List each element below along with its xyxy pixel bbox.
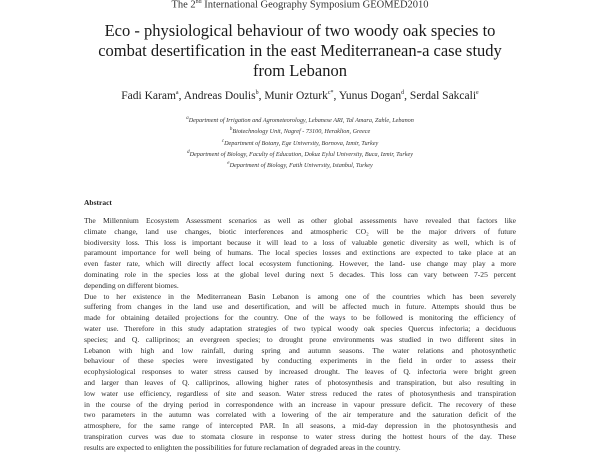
affiliation <box>0 137 600 148</box>
abstract-line: transpiration curves was due to stomata closure in response to water stress during the hottest hours of the day. These <box>84 431 516 441</box>
author-affiliation-mark: c* <box>327 90 334 97</box>
affiliation <box>0 125 600 136</box>
abstract-line: ecophysiological responses to water stress caused by increased drought. The leaves of Q. infectoria were bright green <box>84 367 516 377</box>
abstract-body <box>84 216 516 454</box>
abstract-line: made for obtaining detailed projections for the country. One of the ways to be followed is monitoring the efficiency of <box>84 313 516 323</box>
abstract-line: in the course of the drying period in correspondence with an increase in vapour pressure deficit. The recovery of these <box>84 399 516 409</box>
title-line: combat desertification in the east Mediterranean-a case study <box>98 41 502 60</box>
affiliation-text: Department of Botany, Ege University, Bornova, Izmir, Turkey <box>224 139 379 147</box>
affiliation-mark: e <box>227 160 230 167</box>
author-affiliation-mark: b <box>255 90 259 97</box>
affiliation-text: Department of Biology, Fatih University, Istanbul, Turkey <box>229 162 373 170</box>
affiliation-mark: c <box>221 137 225 144</box>
abstract-line: paramount importance for well being of humans. The local species losses and extinctions are expected to take place at an <box>84 248 516 258</box>
paper-title <box>60 21 540 81</box>
affiliation-mark: a <box>186 115 189 121</box>
affiliation <box>0 114 600 125</box>
affiliation-mark: b <box>229 126 233 133</box>
author-list <box>0 90 600 102</box>
title-line: from Lebanon <box>253 61 347 80</box>
conference-name: International Geography Symposium GEOMED2010 <box>201 0 429 11</box>
conference-prefix: The 2 <box>171 0 196 11</box>
author-name: Fadi Karam <box>121 90 176 102</box>
affiliation-text: Department of Biology, Faculty of Education, Dokuz Eylul University, Buca, Izmir, Turkey <box>189 151 413 159</box>
author-affiliation-mark: d <box>401 90 405 97</box>
abstract-heading: Abstract <box>84 198 112 207</box>
abstract-line: and larger than leaves of Q. calliprinos, allowing higher rates of photosynthesis and transpiration, but also resulting in <box>84 377 516 387</box>
affiliation-text: Biotechnology Unit, Nagref - 73100, Heraklion, Greece <box>232 128 371 136</box>
abstract-line: results are expected to enlighten the possibilities for future reclamation of degraded areas in the country. <box>84 442 401 452</box>
author-separator: , <box>404 90 410 102</box>
author-affiliation-mark: a <box>175 90 179 97</box>
author-name: Serdal Sakcali <box>409 90 477 102</box>
affiliation-text: Department of Irrigation and Agrometeorology, Lebanese ARI, Tal Amara, Zahle, Lebanon <box>188 117 414 125</box>
abstract-line: climate change, land use changes, biotic interferences and atmospheric CO₂ will be the major drivers of future <box>84 226 516 236</box>
title-line: Eco - physiological behaviour of two woody oak species to <box>104 21 496 40</box>
abstract-line: depending on different biomes. <box>84 280 179 290</box>
author-name: Andreas Doulis <box>183 90 256 102</box>
abstract-line: Lebanon with high and low rainfall, during spring and autumn seasons. The water relations and photosynthetic <box>84 345 516 355</box>
abstract-line: two parameters in the autumn was correlated with a lowering of the air temperature and the saturation deficit of the <box>84 410 516 420</box>
affiliation <box>0 148 600 159</box>
abstract-line: Due to her existence in the Mediterranean Basin Lebanon is among one of the countries which has been severely <box>84 291 516 301</box>
abstract-line: low water use efficiency, regardless of site and season. Water stress reduced the rates of photosynthesis and transpiration <box>84 388 516 398</box>
affiliation-list <box>0 114 600 171</box>
author-separator: , <box>333 90 339 102</box>
abstract-line: atmosphere, for the same range of intercepted PAR. In all seasons, a mid-day depression in the photosynthesis and <box>84 421 516 431</box>
affiliation-mark: d <box>187 149 190 156</box>
author-affiliation-mark: e <box>476 90 479 97</box>
abstract-line: species; and Q. calliprinos; an evergreen species; to drought prone environments was studied in two different sites in <box>84 334 516 344</box>
abstract-line: biodiversity loss. This loss is important because it will lead to a loss of valuable genetic diversity as well, which is of <box>84 237 516 247</box>
abstract-line: suffering from changes in the land use and desertification, and will be affected much in future. Attempts should thus be <box>84 302 516 312</box>
affiliation <box>0 159 600 170</box>
abstract-line: The Millennium Ecosystem Assessment scenarios as well as other global assessments have revealed that factors like <box>84 216 516 225</box>
author-separator: , <box>178 90 184 102</box>
abstract-line: water use. Therefore in this study adaptation strategies of two typical woody oak species Quercus infectoria; a deciduous <box>84 323 516 333</box>
conference-ordinal: nd <box>195 0 202 5</box>
author-name: Munir Ozturk <box>264 90 328 102</box>
conference-header <box>0 0 600 11</box>
abstract-line: even faster rate, which will directly affect local ecosystem functioning. However, the land- use change may play a more <box>84 259 516 269</box>
author-name: Yunus Dogan <box>338 90 402 102</box>
author-separator: , <box>258 90 265 102</box>
abstract-line: behaviour of these species were investigated by conducting experiments in the field in order to assess their <box>84 356 516 366</box>
abstract-line: dominating role in the species loss at the global level during next 5 decades. This loss can vary between 7-25 percent <box>84 269 516 279</box>
